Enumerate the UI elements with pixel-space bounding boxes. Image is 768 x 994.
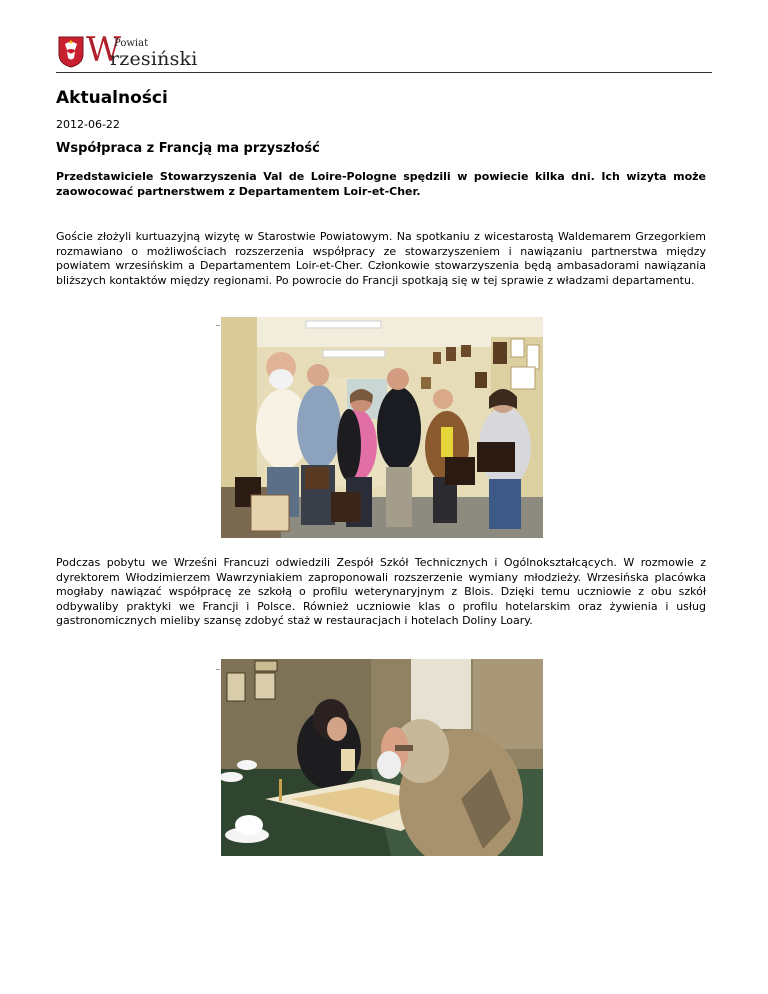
logo-main-text: rzesiński <box>110 48 198 70</box>
logo-initial: W <box>86 30 121 70</box>
article-date: 2012-06-22 <box>56 118 120 131</box>
county-crest-icon <box>58 36 84 68</box>
image-corner-mark <box>216 669 220 670</box>
header-divider <box>56 72 712 73</box>
logo-small-text: Powiat <box>114 38 149 49</box>
site-logo[interactable] <box>58 32 196 72</box>
article-paragraph: Podczas pobytu we Wrześni Francuzi odwiedzili Zespół Szkół Technicznych i Ogólnokształcących. W rozmowie z dyrektorem Włodzimierzem Wawrzyniakiem zaproponowali rozszerzenie wymiany młodzieży. Wrzesińska placówka mogłaby nawiązać współpracę ze szkołą o profilu weterynaryjnym z Blois. Dzięki temu uczniowie z obu szkół odbywaliby praktyki we Francji i Polsce. Również uczniowie klas o profilu hotelarskim oraz żywienia i usług gastronomicznych mieliby szansę zdobyć staż w restauracjach i hotelach Doliny Loary. <box>56 556 706 628</box>
meeting-photo[interactable] <box>221 659 543 856</box>
meeting-photo-image <box>221 659 543 856</box>
image-corner-mark <box>216 325 220 326</box>
article-paragraph: Goście złożyli kurtuazyjną wizytę w Starostwie Powiatowym. Na spotkaniu z wicestarostą Waldemarem Grzegorkiem rozmawiano o możliwościach rozszerzenia współpracy ze stowarzyszeniem i nawiązaniu partnerstwa między powiatem wrzesińskim a Departamentem Loir-et-Cher. Członkowie stowarzyszenia będą ambasadorami nawiązania bliższych kontaktów między regionami. Po powrocie do Francji spotkają się w tej sprawie z władzami departamentu. <box>56 230 706 287</box>
article-lead: Przedstawiciele Stowarzyszenia Val de Loire-Pologne spędzili w powiecie kilka dni. Ich wizyta może zaowocować partnerstwem z Departamentem Loir-et-Cher. <box>56 170 706 198</box>
page-title: Aktualności <box>56 88 168 108</box>
article-headline[interactable]: Współpraca z Francją ma przyszłość <box>56 141 320 156</box>
group-photo-image <box>221 317 543 538</box>
group-photo[interactable] <box>221 317 543 538</box>
logo-wordmark <box>86 30 198 70</box>
